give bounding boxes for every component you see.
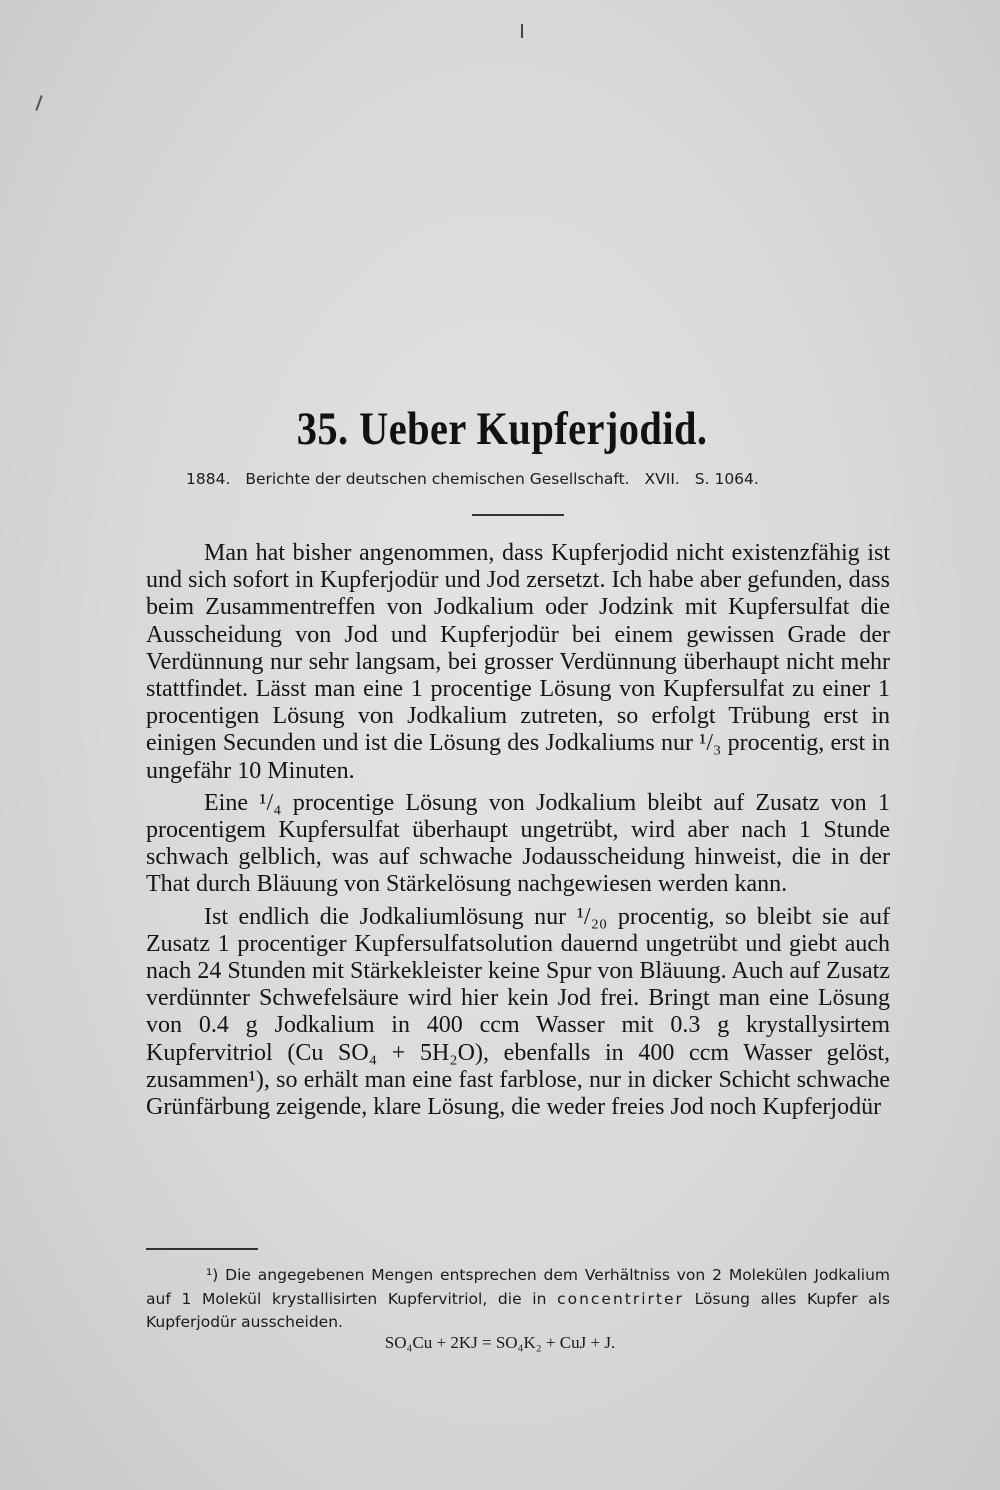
body-text <box>146 540 890 1121</box>
source-year: 1884. <box>186 470 231 488</box>
paper-mark-left <box>35 95 42 111</box>
footnote-text <box>146 1264 890 1335</box>
article-title: 35. Ueber Kupferjodid. <box>296 403 708 455</box>
footnote-spaced-word: concentrirter <box>557 1289 684 1308</box>
paragraph: Man hat bisher angenommen, dass Kupferjodid nicht existenzfähig ist und sich sofort in Kupferjodür und Jod zersetzt. Ich habe aber gefunden, dass beim Zusammentreffen von Jodkalium oder Jodzink mit Kupfersulfat die Ausscheidung von Jod und Kupferjodür bei einem gewissen Grade der Verdünnung nur sehr langsam, bei grosser Verdünnung überhaupt nicht mehr stattfindet. Lässt man eine 1 procentige Lösung von Kupfersulfat zu einer 1 procentigen Lösung von Jodkalium zutreten, so erfolgt Trübung erst in einigen Secunden und ist die Lösung des Jodkaliums nur ¹/₃ procentig, erst in ungefähr 10 Minuten. <box>146 540 890 784</box>
footnote-text-after: Lösung alles Kupfer als Kupferjodür ausscheiden. <box>146 1289 890 1331</box>
source-line <box>186 470 851 488</box>
source-page: S. 1064. <box>694 470 759 488</box>
title-divider <box>472 514 564 516</box>
paper-mark-top <box>521 24 523 38</box>
paragraph: Ist endlich die Jodkaliumlösung nur ¹/₂₀ procentig, so bleibt sie auf Zusatz 1 procentiger Kupfersulfatsolution dauernd ungetrübt und giebt auch nach 24 Stunden mit Stärkekleister keine Spur von Bläuung. Auch auf Zusatz verdünnter Schwefelsäure wird hier kein Jod frei. Bringt man eine Lösung von 0.4 g Jodkalium in 400 ccm Wasser mit 0.3 g krystallysirtem Kupfervitriol (Cu SO₄ + 5H₂O), ebenfalls in 400 ccm Wasser gelöst, zusammen¹), so erhält man eine fast farblose, nur in dicker Schicht schwache Grünfärbung zeigende, klare Lösung, die weder freies Jod noch Kupferjodür <box>146 903 890 1121</box>
footnote-marker: ¹) <box>206 1266 219 1284</box>
source-volume: XVII. <box>644 470 680 488</box>
source-journal: Berichte der deutschen chemischen Gesellschaft. <box>245 470 630 488</box>
show-through-texture <box>140 110 880 358</box>
footnote-text-before: Die angegebenen Mengen entsprechen dem Verhältniss von 2 Molekülen Jodkalium auf 1 Molekül krystallisirten Kupfervitriol, die in <box>146 1266 891 1308</box>
paragraph: Eine ¹/₄ procentige Lösung von Jodkalium bleibt auf Zusatz von 1 procentigem Kupfersulfat überhaupt ungetrübt, wird aber nach 1 Stunde schwach gelblich, was auf schwache Jodausscheidung hinweist, die in der That durch Bläuung von Stärkelösung nachgewiesen werden kann. <box>146 789 890 898</box>
footnote <box>146 1264 890 1335</box>
footnote-formula: SO₄Cu + 2KJ = SO₄K₂ + CuJ + J. <box>384 1333 616 1352</box>
footnote-divider <box>146 1248 258 1250</box>
